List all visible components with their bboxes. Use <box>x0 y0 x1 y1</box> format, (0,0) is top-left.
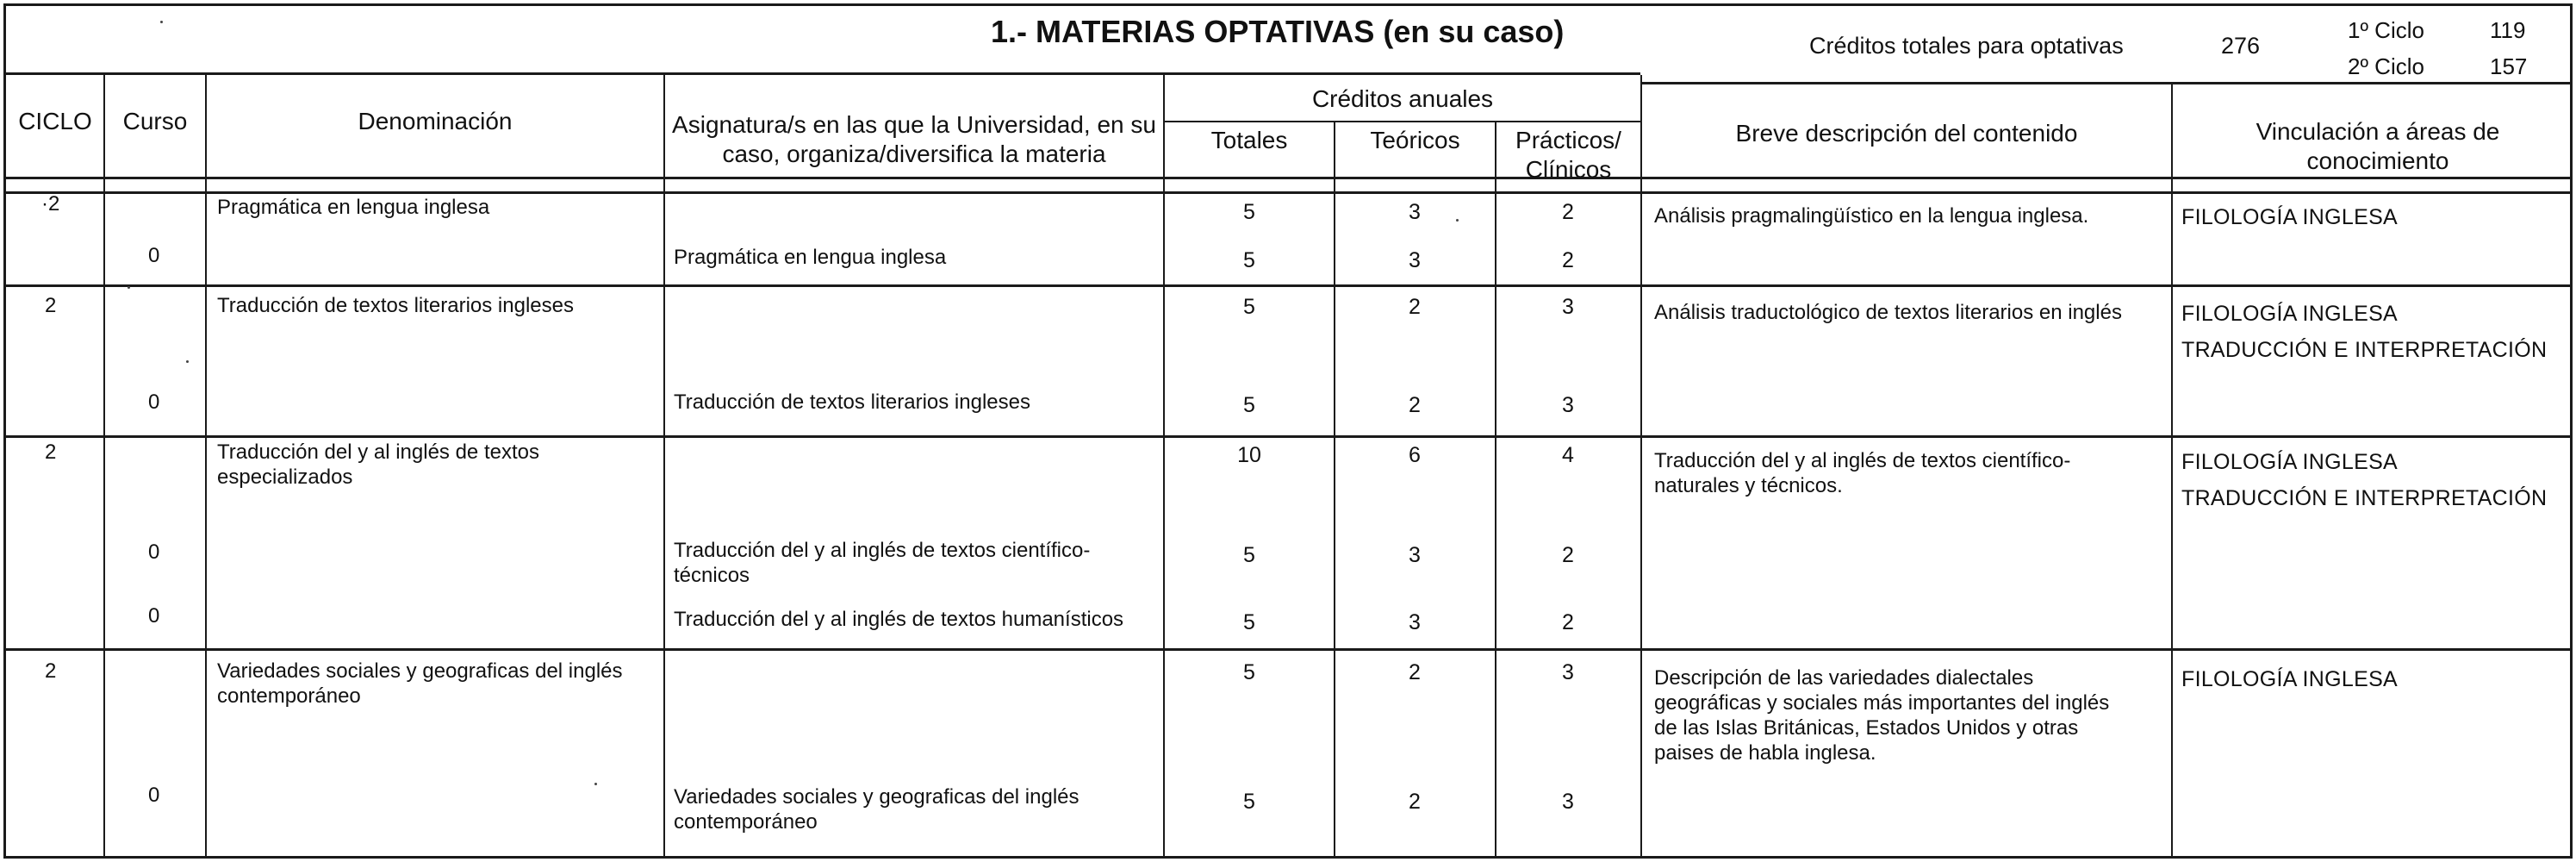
table-row-2-practicos: 3 <box>1562 295 1574 319</box>
table-row-4-descripcion: Descripción de las variedades dialectales geográficas y sociales más importantes del inglés de las Islas Británicas, Estados Unidos y otras paises de habla inglesa. <box>1654 666 2110 765</box>
ciclo1-label: 1º Ciclo <box>2348 17 2424 43</box>
table-row-2-area-2: TRADUCCIÓN E INTERPRETACIÓN <box>2181 338 2548 362</box>
col-line-practicos <box>1640 75 1642 856</box>
table-row-3-denominacion: Traducción del y al inglés de textos especializados <box>217 440 539 489</box>
header-descripcion: Breve descripción del contenido <box>1735 120 2078 147</box>
row-separator-2 <box>3 435 2573 438</box>
header-divider <box>3 177 2573 179</box>
col-line-totales <box>1334 121 1335 856</box>
ciclo2-label: 2º Ciclo <box>2348 53 2424 79</box>
scan-speck <box>128 286 130 289</box>
header-vinculacion: Vinculación a áreas de conocimiento <box>2256 118 2500 174</box>
scan-speck <box>1456 219 1459 222</box>
table-row-3-sub-1-curso: 0 <box>148 540 160 564</box>
border-right <box>2570 3 2573 859</box>
table-row-2-sub-1-teoricos: 2 <box>1409 393 1421 417</box>
creditos-optativas-total: 276 <box>2221 33 2261 59</box>
header-totales: Totales <box>1210 127 1288 153</box>
col-line-descripcion <box>2171 82 2173 856</box>
table-row-3-sub-2-totales: 5 <box>1243 610 1255 634</box>
header-practicos: Prácticos/ Clínicos <box>1515 127 1621 183</box>
col-line-denominacion <box>663 75 665 856</box>
header-ciclo: CICLO <box>18 108 92 134</box>
header-creditos-anuales: Créditos anuales <box>1311 85 1494 112</box>
table-row-3-sub-1-practicos: 2 <box>1562 543 1574 567</box>
table-row-2-area-1: FILOLOGÍA INGLESA <box>2181 302 2399 326</box>
body-top-divider <box>3 191 2573 194</box>
table-row-3-sub-2-teoricos: 3 <box>1409 610 1421 634</box>
table-row-3-sub-2-name: Traducción del y al inglés de textos humanísticos <box>674 608 1124 631</box>
table-row-1-practicos: 2 <box>1562 200 1574 224</box>
table-row-2-sub-1-totales: 5 <box>1243 393 1255 417</box>
col-line-asignatura <box>1163 75 1165 856</box>
ciclo1-value: 119 <box>2490 17 2526 43</box>
table-row-3-area-1: FILOLOGÍA INGLESA <box>2181 450 2399 474</box>
table-row-2-denominacion: Traducción de textos literarios ingleses <box>217 294 574 317</box>
table-row-3-area-2: TRADUCCIÓN E INTERPRETACIÓN <box>2181 486 2548 510</box>
table-row-2-sub-1-name: Traducción de textos literarios ingleses <box>674 390 1030 414</box>
creditos-optativas-label: Créditos totales para optativas <box>1809 33 2124 59</box>
col-line-teoricos <box>1495 121 1496 856</box>
table-row-3-sub-2-curso: 0 <box>148 604 160 628</box>
table-row-4-sub-1-name: Variedades sociales y geograficas del inglés contemporáneo <box>674 785 1080 834</box>
table-row-1-totales: 5 <box>1243 200 1255 224</box>
table-row-1-sub-1-practicos: 2 <box>1562 248 1574 272</box>
scan-speck <box>594 783 597 785</box>
border-bottom <box>3 856 2573 859</box>
col-line-ciclo <box>103 75 105 856</box>
table-row-3-sub-2-practicos: 2 <box>1562 610 1574 634</box>
table-row-4-totales: 5 <box>1243 660 1255 684</box>
row-separator-1 <box>3 284 2573 287</box>
table-row-3-ciclo: 2 <box>45 440 57 464</box>
table-row-4-teoricos: 2 <box>1409 660 1421 684</box>
ciclo2-value: 157 <box>2490 53 2528 79</box>
table-row-1-denominacion: Pragmática en lengua inglesa <box>217 196 490 219</box>
table-row-4-practicos: 3 <box>1562 660 1574 684</box>
border-top <box>3 3 2573 6</box>
table-row-4-sub-1-totales: 5 <box>1243 790 1255 814</box>
table-row-2-sub-1-curso: 0 <box>148 390 160 414</box>
table-row-3-sub-1-totales: 5 <box>1243 543 1255 567</box>
table-row-3-sub-1-teoricos: 3 <box>1409 543 1421 567</box>
table-row-1-sub-1-teoricos: 3 <box>1409 248 1421 272</box>
table-row-3-descripcion: Traducción del y al inglés de textos científico-naturales y técnicos. <box>1654 449 2071 497</box>
title-divider <box>3 72 1640 75</box>
col-line-curso <box>205 75 207 856</box>
table-row-2-sub-1-practicos: 3 <box>1562 393 1574 417</box>
row-separator-3 <box>3 648 2573 651</box>
header-denominacion: Denominación <box>358 108 513 134</box>
table-row-3-totales: 10 <box>1237 443 1261 467</box>
table-row-2-teoricos: 2 <box>1409 295 1421 319</box>
header-curso: Curso <box>122 108 188 134</box>
table-row-1-sub-1-curso: 0 <box>148 244 160 267</box>
table-row-1-sub-1-name: Pragmática en lengua inglesa <box>674 246 947 269</box>
table-row-2-totales: 5 <box>1243 295 1255 319</box>
table-row-1-area-1: FILOLOGÍA INGLESA <box>2181 205 2399 229</box>
document-title: 1.- MATERIAS OPTATIVAS (en su caso) <box>991 14 1565 49</box>
table-row-4-sub-1-teoricos: 2 <box>1409 790 1421 814</box>
table-row-4-ciclo: 2 <box>45 659 57 683</box>
table-row-2-ciclo: 2 <box>45 294 57 317</box>
table-row-4-sub-1-practicos: 3 <box>1562 790 1574 814</box>
scan-speck <box>160 21 163 23</box>
border-left <box>3 3 6 859</box>
table-row-1-descripcion: Análisis pragmalingüístico en la lengua inglesa. <box>1654 204 2089 228</box>
table-row-1-sub-1-totales: 5 <box>1243 248 1255 272</box>
table-row-3-sub-1-name: Traducción del y al inglés de textos científico-técnicos <box>674 539 1091 587</box>
table-row-2-descripcion: Análisis traductológico de textos literarios en inglés <box>1654 301 2122 324</box>
table-row-4-sub-1-curso: 0 <box>148 784 160 807</box>
table-row-1-teoricos: 3 <box>1409 200 1421 224</box>
table-row-1-ciclo: ·2 <box>41 192 60 216</box>
title-divider-right <box>1640 82 2573 84</box>
table-row-4-denominacion: Variedades sociales y geograficas del inglés contemporáneo <box>217 659 623 708</box>
table-row-3-teoricos: 6 <box>1409 443 1421 467</box>
table-row-4-area-1: FILOLOGÍA INGLESA <box>2181 667 2399 691</box>
header-asignatura: Asignatura/s en las que la Universidad, en su caso, organiza/diversifica la materia <box>672 111 1156 167</box>
table-row-3-practicos: 4 <box>1562 443 1574 467</box>
creditos-group-divider <box>1163 121 1640 122</box>
scan-speck <box>186 360 189 363</box>
header-teoricos: Teóricos <box>1370 127 1460 153</box>
